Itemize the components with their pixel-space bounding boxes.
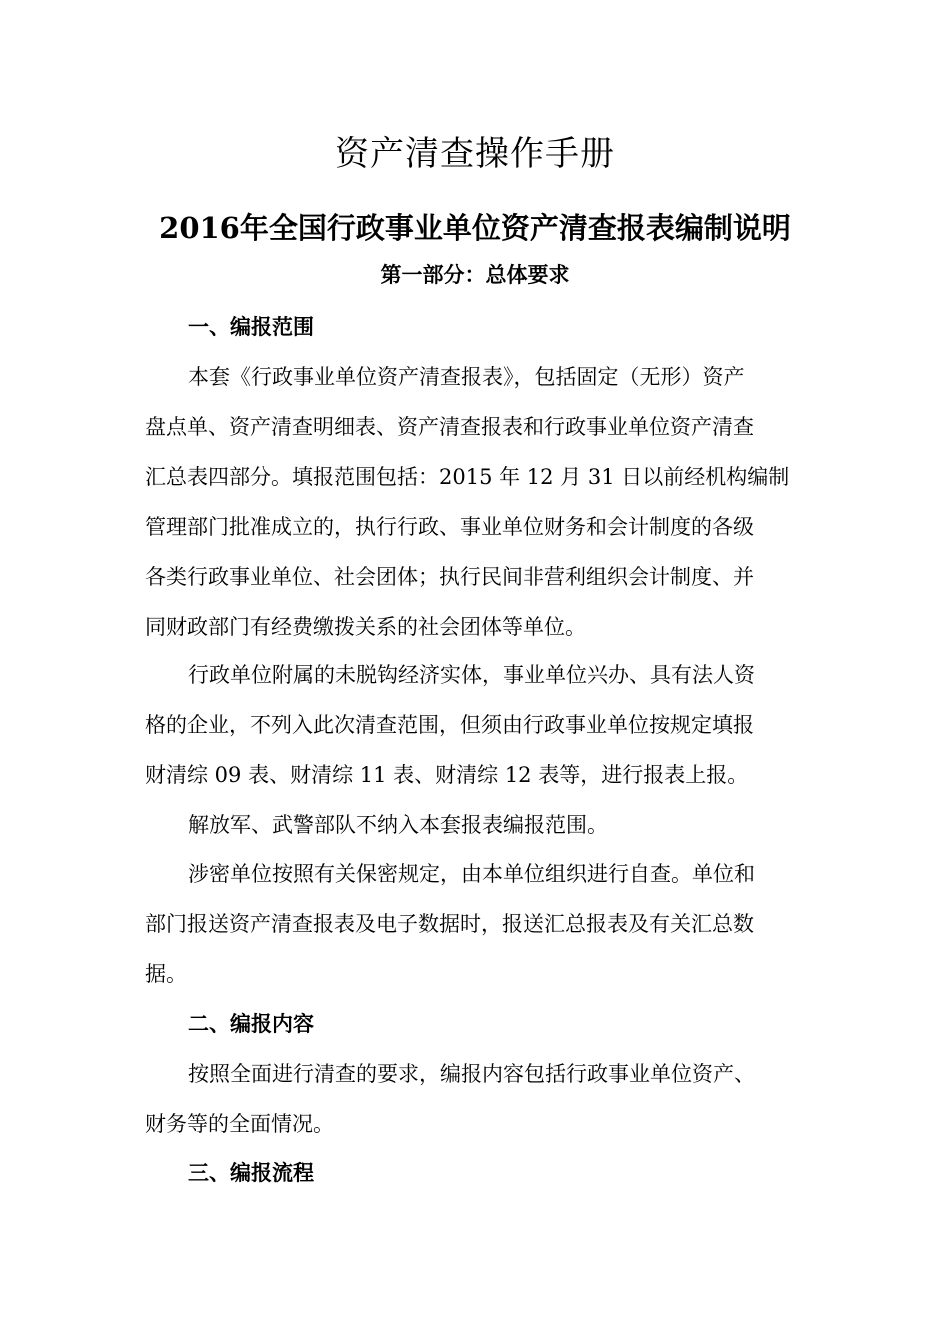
paragraph-line: 管理部门批准成立的，执行行政、事业单位财务和会计制度的各级 [145, 515, 754, 539]
paragraph-line: 财务等的全面情况。 [145, 1112, 334, 1136]
paragraph-line: 汇总表四部分。填报范围包括：2015 年 12 月 31 日以前经机构编制 [145, 465, 790, 489]
document-title: 资产清查操作手册 [335, 134, 615, 174]
section-heading-content: 二、编报内容 [188, 1011, 314, 1036]
paragraph-line: 按照全面进行清查的要求，编报内容包括行政事业单位资产、 [188, 1062, 755, 1086]
paragraph-line: 据。 [145, 962, 187, 986]
paragraph-line: 行政单位附属的未脱钩经济实体，事业单位兴办、具有法人资 [188, 663, 755, 687]
paragraph-line: 本套《行政事业单位资产清查报表》，包括固定（无形）资产 [188, 365, 745, 389]
paragraph-line: 格的企业，不列入此次清查范围，但须由行政事业单位按规定填报 [145, 713, 754, 737]
part-heading: 第一部分：总体要求 [380, 262, 570, 287]
section-heading-process: 三、编报流程 [188, 1160, 314, 1185]
paragraph-line: 各类行政事业单位、社会团体；执行民间非营利组织会计制度、并 [145, 565, 754, 589]
paragraph-line: 部门报送资产清查报表及电子数据时，报送汇总报表及有关汇总数 [145, 912, 754, 936]
section-heading-scope: 一、编报范围 [188, 314, 314, 339]
paragraph-line: 涉密单位按照有关保密规定，由本单位组织进行自查。单位和 [188, 862, 755, 886]
paragraph-line: 财清综 09 表、财清综 11 表、财清综 12 表等，进行报表上报。 [145, 763, 749, 787]
paragraph-line: 盘点单、资产清查明细表、资产清查报表和行政事业单位资产清查 [145, 415, 754, 439]
paragraph-line: 同财政部门有经费缴拨关系的社会团体等单位。 [145, 615, 586, 639]
paragraph-line: 解放军、武警部队不纳入本套报表编报范围。 [188, 813, 608, 837]
document-subtitle: 2016年全国行政事业单位资产清查报表编制说明 [159, 211, 791, 245]
